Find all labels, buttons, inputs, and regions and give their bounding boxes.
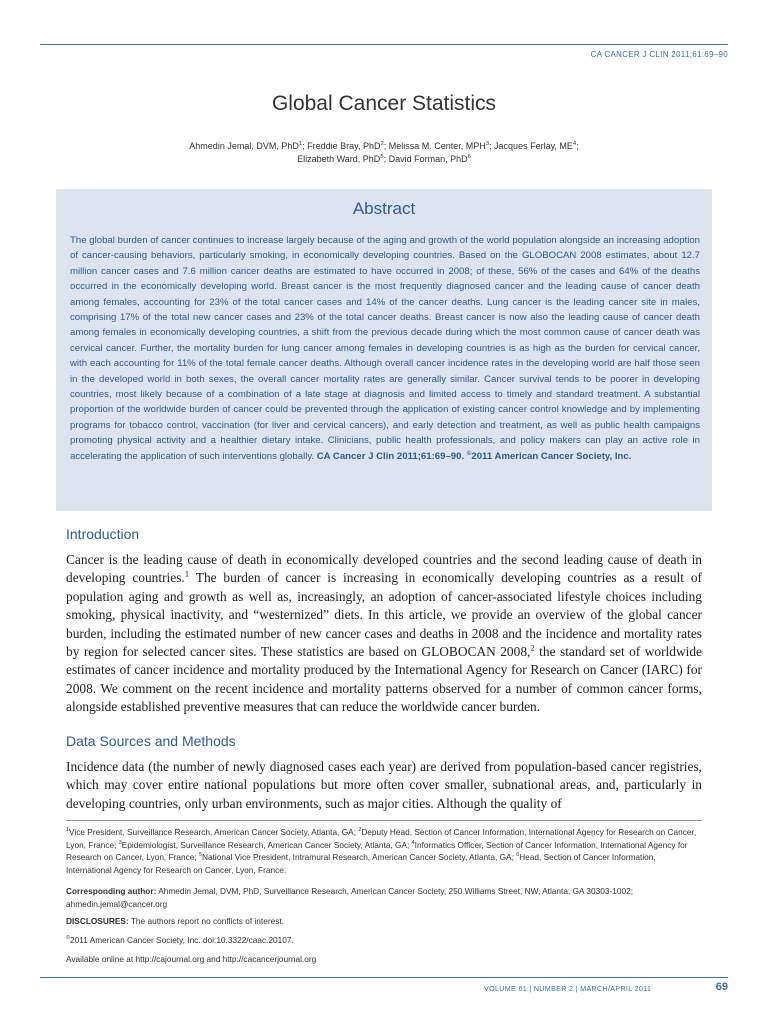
abstract-box [56,189,712,511]
introduction-heading: Introduction [66,526,140,542]
introduction-paragraph: Cancer is the leading cause of death in economically developed countries and the second leading cause of death in developing countries.$^1$ The burden of cancer is increasing in economically developing countries as a result of population aging and growth as well as, increasingly, an adoption of cancer-associated lifestyle choices including smoking, physical inactivity, and “westernized” diets. In this article, we provide an overview of the global cancer burden, including the estimated number of new cancer cases and deaths in 2008 and the incidence and mortality rates by region for selected cancer sites. These statistics are based on GLOBOCAN 2008,$^2$ the standard set of worldwide estimates of cancer incidence and mortality produced by the International Agency for Research on Cancer (IARC) for 2008. We comment on the recent incidence and mortality patterns observed for a number of common cancer forms, alongside established preventive measures that can reduce the worldwide cancer burden. [66,552,703,715]
online-availability: Available online at http://cajournal.org and http://cacancerjournal.org [66,954,317,964]
footer-rule [40,977,728,978]
methods-heading: Data Sources and Methods [66,733,236,749]
footnote-rule [66,820,702,821]
header-rule [40,44,728,45]
journal-reference: CA CANCER J CLIN 2011;61:69–90 [590,50,728,59]
abstract-heading: Abstract [352,199,416,218]
abstract-citation: CA Cancer J Clin 2011;61:69–90. ©2011 American Cancer Society, Inc. [316,449,632,462]
disclosures: DISCLOSURES: The authors report no conflicts of interest. [66,916,284,926]
corresponding-author: Corresponding author: Ahmedin Jemal, DVM, PhD, Surveillance Research, American Cancer Society, 250 Williams Street, NW, Atlanta, GA 30303-1002; ahmedin.jemal@cancer.org [66,886,634,909]
abstract-text: The global burden of cancer continues to increase largely because of the aging and growth of the world population alongside an increasing adoption of cancer-causing behaviors, particularly smoking, in economically developing countries. Based on the GLOBOCAN 2008 estimates, about 12.7 million cancer cases and 7.6 million cancer deaths are estimated to have occurred in 2008; of these, 56% of the cases and 64% of the deaths occurred in the economically developing world. Breast cancer is the most frequently diagnosed cancer and the leading cause of cancer death among females, accounting for 23% of the total cancer cases and 14% of the cancer deaths. Lung cancer is the leading cancer site in males, comprising 17% of the total new cancer cases and 23% of the total cancer deaths. Breast cancer is now also the leading cause of cancer death among females in economically developing countries, a shift from the previous decade during which the most common cause of cancer death was cervical cancer. Further, the mortality burden for lung cancer among females in developing countries is as high as the burden for cervical cancer, with each accounting for 11% of the total female cancer deaths. Although overall cancer incidence rates in the developing world are half those seen in the developed world in both sexes, the overall cancer mortality rates are generally similar. Cancer survival tends to be poorer in developing countries, most likely because of a combination of a late stage at diagnosis and limited access to timely and standard treatment. A substantial proportion of the worldwide burden of cancer could be prevented through the application of existing cancer control knowledge and by implementing programs for tobacco control, vaccination (for liver and cervical cancers), and early detection and treatment, as well as public health campaigns promoting physical activity and a healthier dietary intake. Clinicians, public health professionals, and policy makers can play an active role in accelerating the application of such interventions globally. CA Cancer J Clin 2011;61:69–90. ©2011 American Cancer Society, Inc. [70,235,700,462]
copyright-doi: ©2011 American Cancer Society, Inc. doi:10.3322/caac.20107. [66,935,294,945]
article-title: Global Cancer Statistics [271,92,497,115]
volume-info: VOLUME 61 | NUMBER 2 | MARCH/APRIL 2011 [484,984,652,993]
affiliations-footnote: $^1$Vice President, Surveillance Research, American Cancer Society, Atlanta, GA; $^2$Deputy Head, Section of Cancer Information, International Agency for Research on Cancer, Lyon, France; $^3$Epidemiologist, Surveillance Research, American Cancer Society, Atlanta, GA; $^4$Informatics Officer, Section of Cancer Information, International Agency for Research on Cancer, Lyon, France; $^5$National Vice President, Intramural Research, American Cancer Society, Atlanta, GA; $^6$Head, Section of Cancer Information, International Agency for Research on Cancer, Lyon, France. [66,827,697,875]
page-number: 69 [715,981,728,993]
author-list: Ahmedin Jemal, DVM, PhD$^1$; Freddie Bray, PhD$^2$; Melissa M. Center, MPH$^3$; Jacques Ferlay, $ME^4$; Elizabeth Ward, PhD$^5$; David Forman, PhD$^6$ [189,141,579,164]
methods-paragraph: Incidence data (the number of newly diagnosed cases each year) are derived from population-based cancer registries, which may cover entire national populations but more often cover smaller, subnational areas, and, particularly in developing countries, only urban environments, such as major cities. Although the quality of [66,759,702,811]
